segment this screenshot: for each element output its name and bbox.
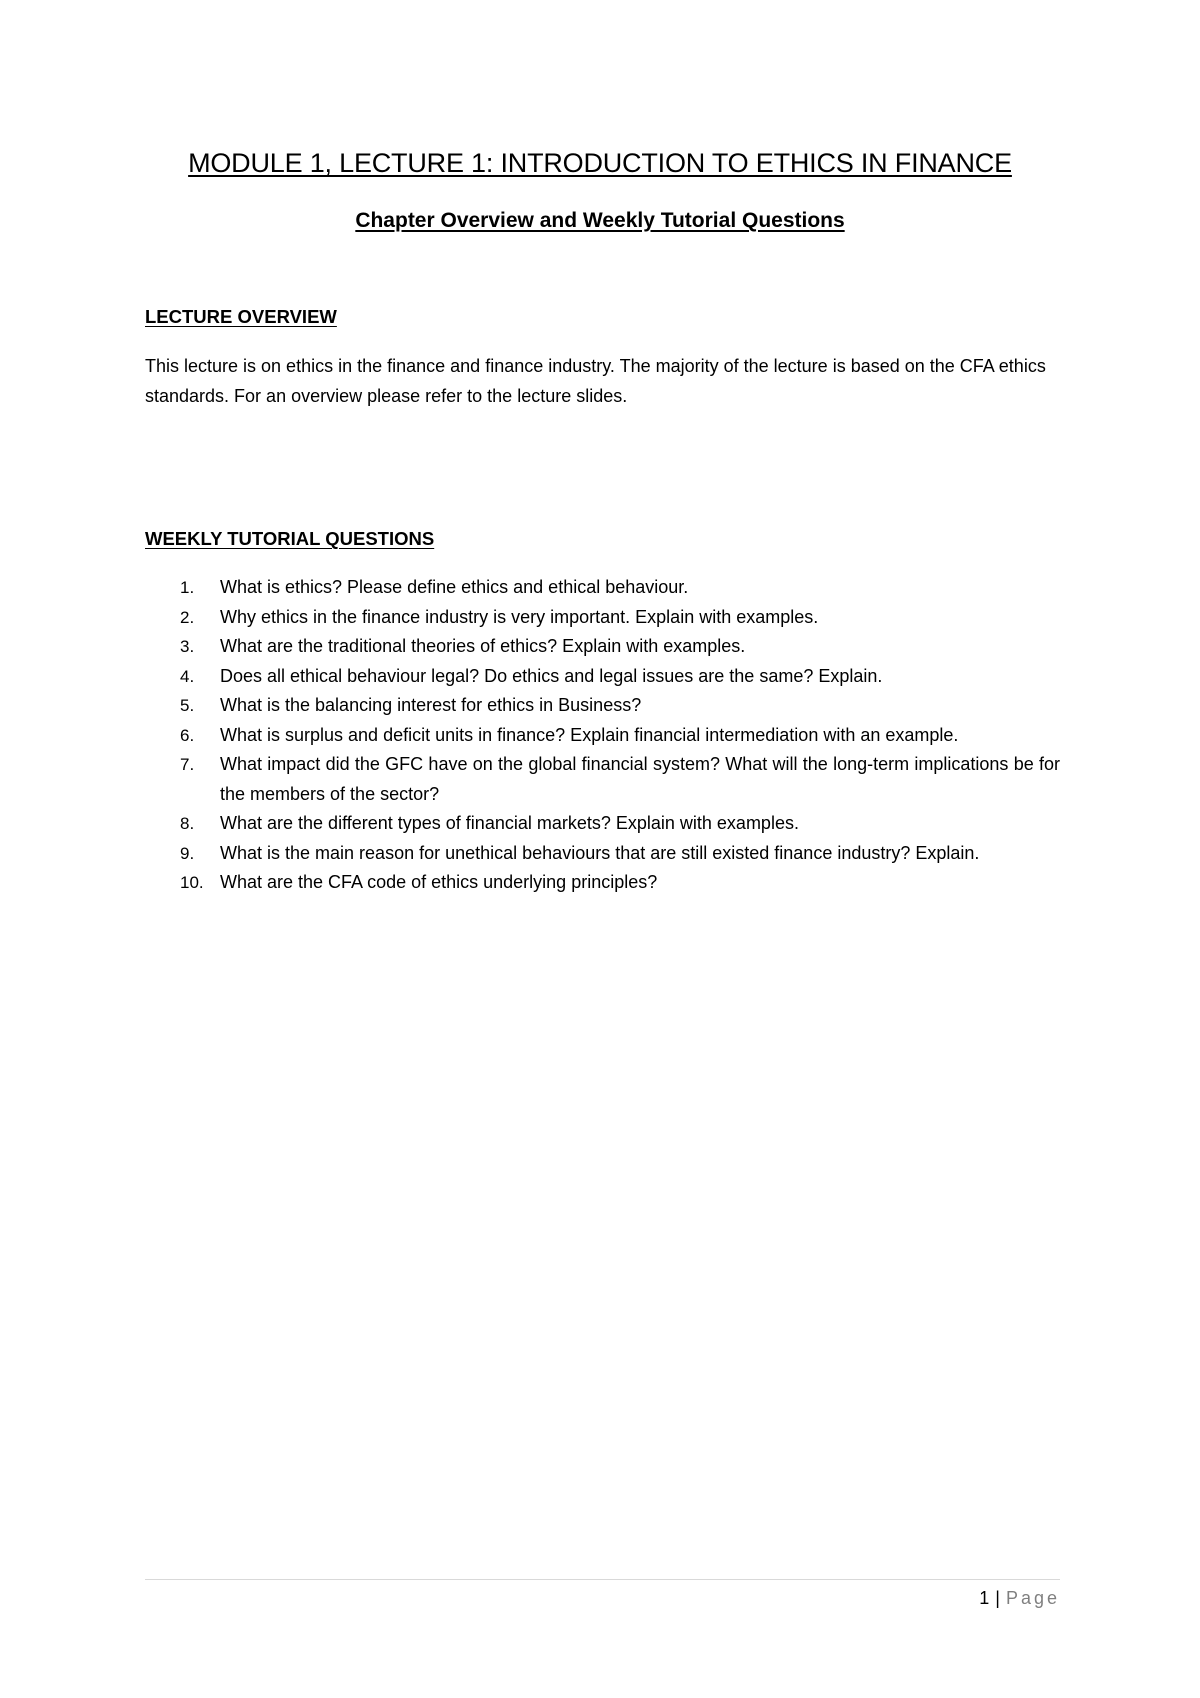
lecture-overview-text: This lecture is on ethics in the finance and finance industry. The majority of the lecture is based on the CFA ethics standards. For an overview please refer to the lecture slides. (145, 356, 1046, 406)
weekly-questions-heading: WEEKLY TUTORIAL QUESTIONS (145, 528, 435, 549)
question-number: 8. (180, 814, 195, 833)
page-number: 1 (979, 1588, 990, 1608)
question-item (145, 691, 1060, 721)
question-number: 3. (180, 637, 195, 656)
question-text: What are the CFA code of ethics underlying principles? (220, 872, 658, 892)
question-item (145, 750, 1060, 809)
question-item (145, 662, 1060, 692)
question-text: What is ethics? Please define ethics and ethical behaviour. (220, 577, 689, 597)
question-number: 5. (180, 696, 195, 715)
question-text: What are the different types of financial markets? Explain with examples. (220, 813, 799, 833)
question-text: What is surplus and deficit units in finance? Explain financial intermediation with an example. (220, 724, 959, 745)
questions-list (145, 573, 1060, 898)
question-item (145, 632, 1060, 662)
page-label: Page (1005, 1588, 1060, 1608)
footer-divider (145, 1579, 1060, 1580)
document-title: MODULE 1, LECTURE 1: INTRODUCTION TO ETHICS IN FINANCE (188, 148, 1012, 178)
page-footer (145, 1588, 1060, 1609)
question-number: 2. (180, 607, 195, 627)
question-item (145, 839, 1060, 869)
question-text: What is the balancing interest for ethics in Business? (220, 695, 642, 715)
question-item (145, 809, 1060, 839)
question-text: Why ethics in the finance industry is very important. Explain with examples. (220, 606, 819, 627)
footer-separator: | (995, 1588, 1000, 1608)
question-text: What are the traditional theories of ethics? Explain with examples. (220, 636, 746, 656)
question-number: 4. (180, 666, 195, 686)
question-text: Does all ethical behaviour legal? Do ethics and legal issues are the same? Explain. (220, 665, 883, 686)
question-number: 7. (180, 755, 195, 774)
question-number: 6. (180, 725, 195, 745)
document-subtitle: Chapter Overview and Weekly Tutorial Questions (355, 209, 845, 232)
question-item (145, 573, 1060, 603)
question-item (145, 603, 1060, 633)
question-text: What is the main reason for unethical behaviours that are still existed finance industry? Explain. (220, 842, 980, 863)
question-text: What impact did the GFC have on the global financial system? What will the long-term implications be for the members of the sector? (220, 754, 1060, 804)
question-number: 10. (180, 873, 204, 892)
question-number: 9. (180, 843, 195, 863)
question-item (145, 868, 1060, 898)
question-number: 1. (180, 578, 195, 597)
question-item (145, 721, 1060, 751)
lecture-overview-heading: LECTURE OVERVIEW (145, 306, 337, 327)
